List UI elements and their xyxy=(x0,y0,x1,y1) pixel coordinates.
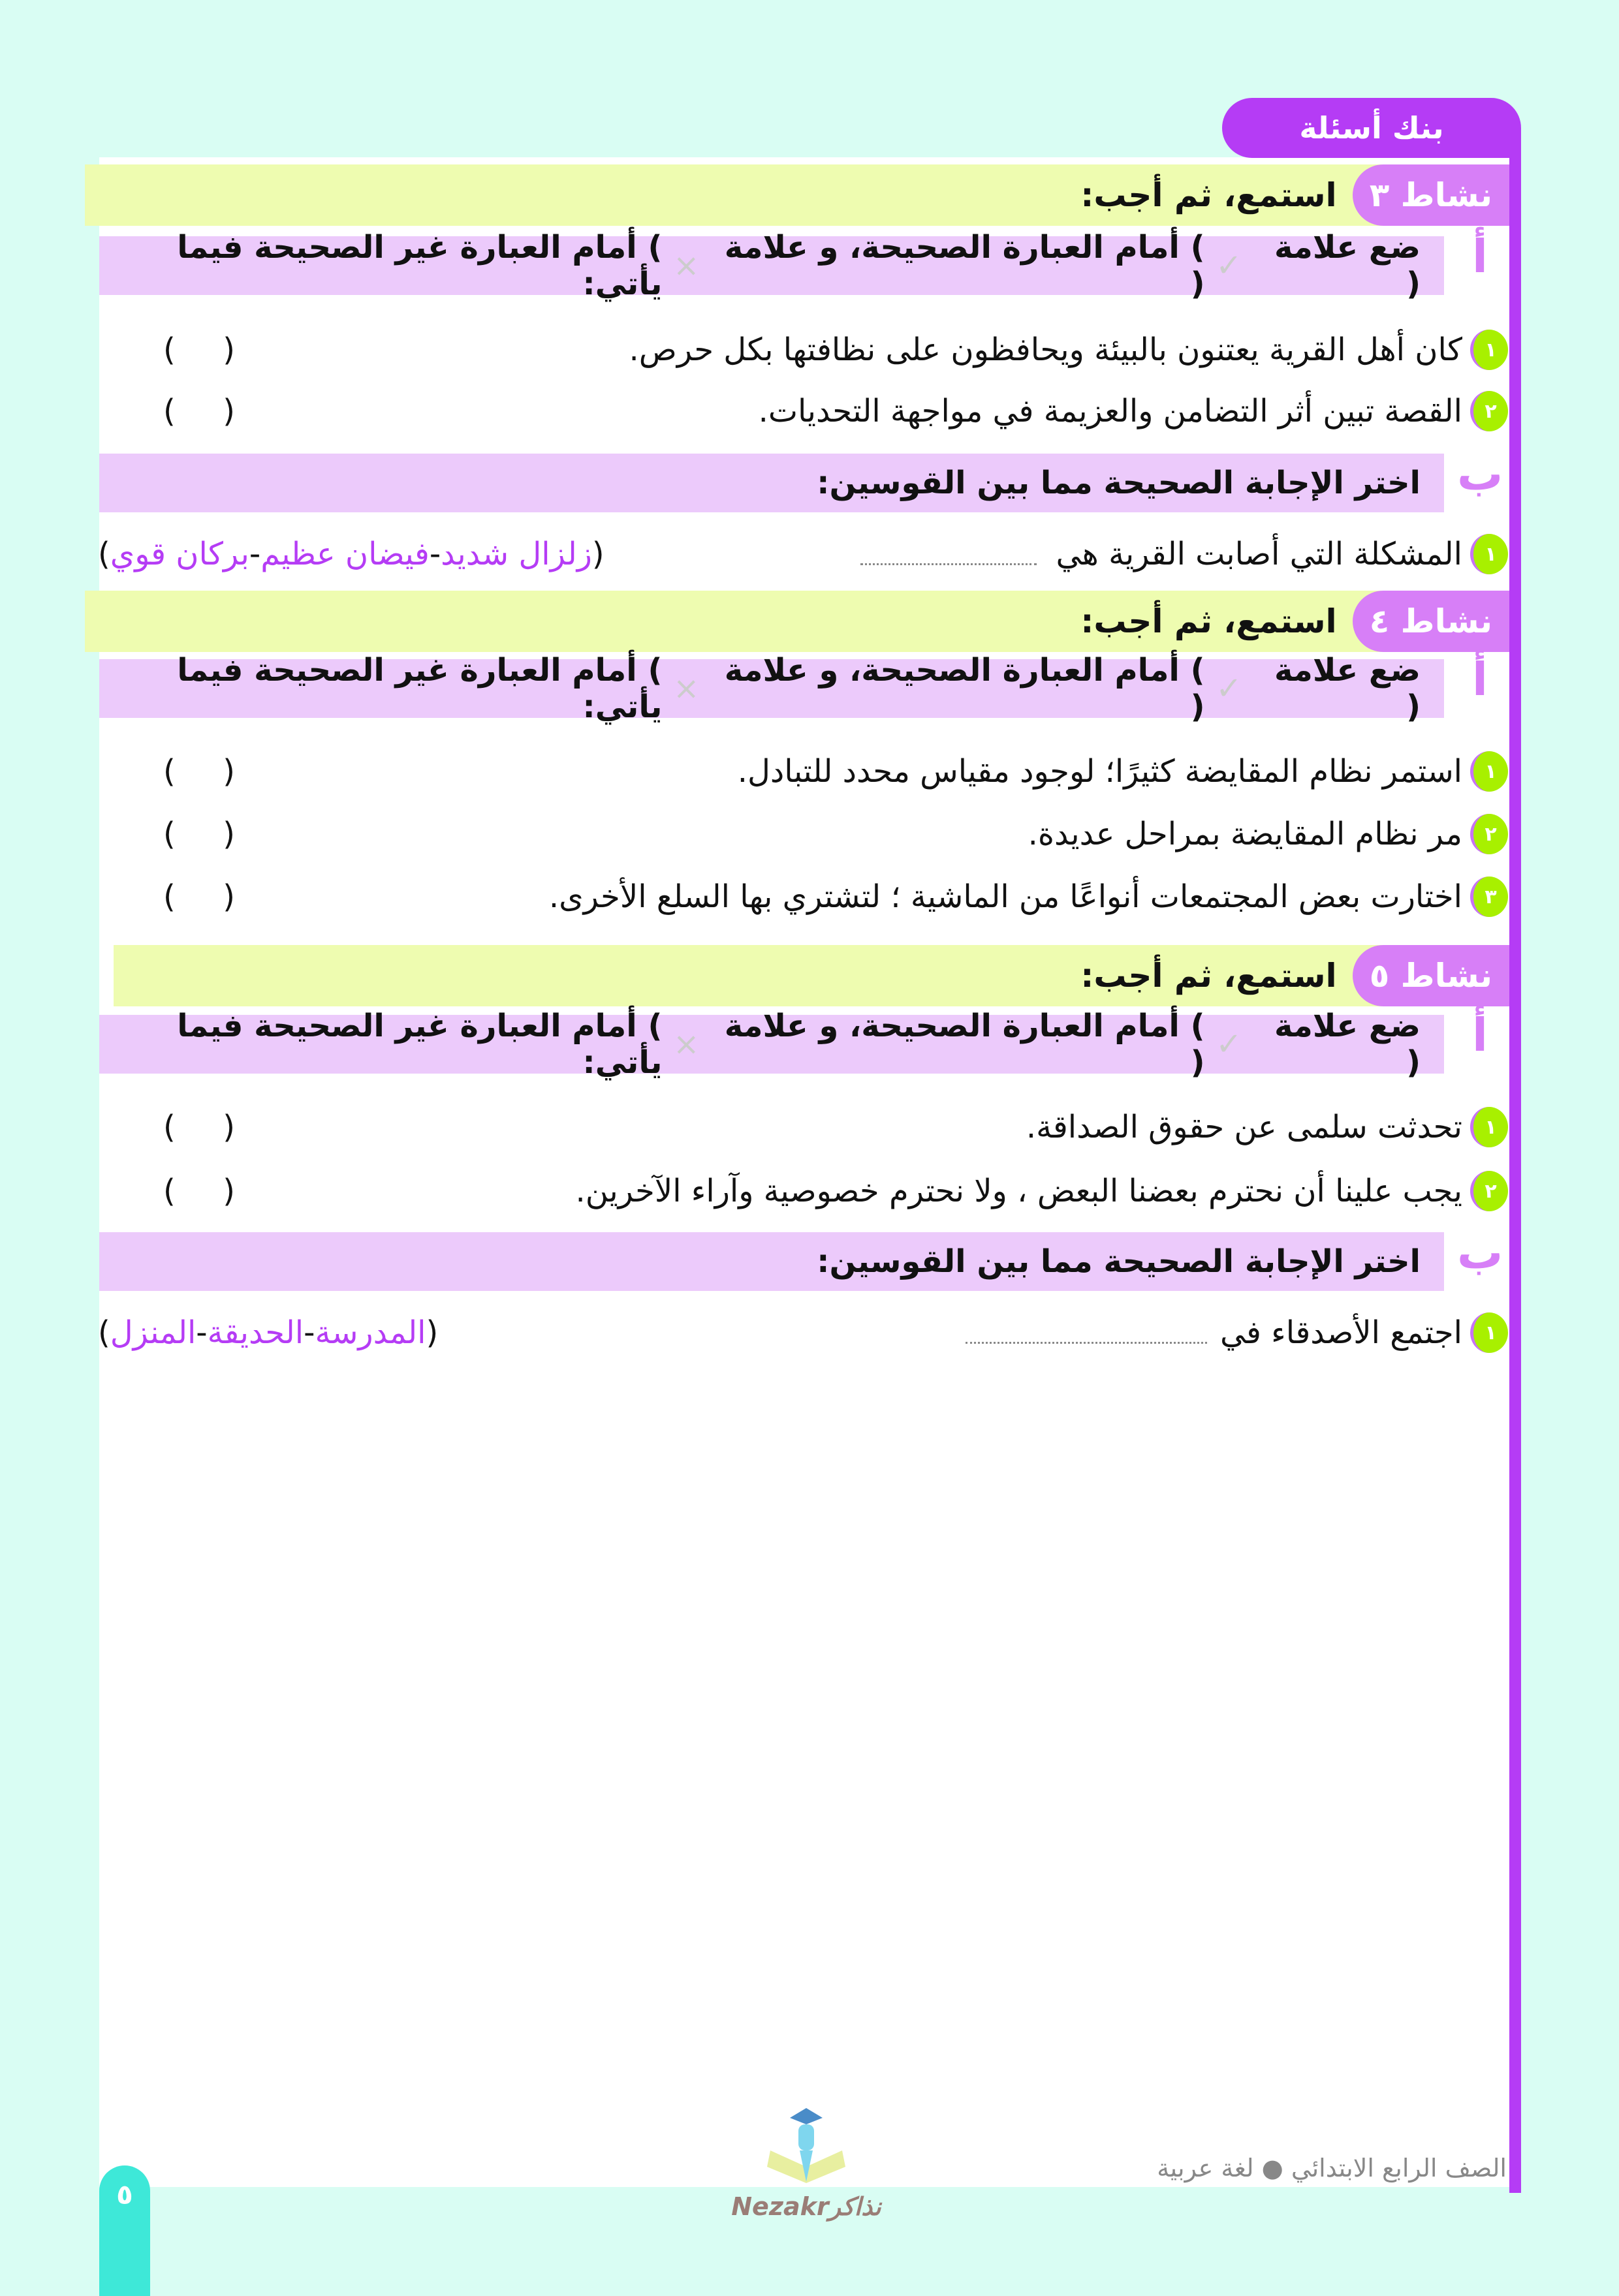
activity-title: استمع، ثم أجب: xyxy=(1080,602,1337,640)
instr-b: ) أمام العبارة الصحيحة، و علامة ( xyxy=(724,229,1205,302)
list-item xyxy=(576,1165,1508,1217)
answer-box[interactable] xyxy=(163,324,235,376)
answer-box[interactable] xyxy=(163,385,235,437)
check-icon: ✓ xyxy=(1216,1026,1242,1063)
paren: ( xyxy=(163,332,176,368)
answer-box[interactable] xyxy=(163,871,235,923)
part-letter: أ xyxy=(1472,230,1488,283)
paren: ) xyxy=(98,1314,110,1351)
item-text: القصة تبين أثر التضامن والعزيمة في مواجهة التحديات. xyxy=(758,393,1462,429)
answer-box[interactable] xyxy=(163,808,235,860)
activity-title: استمع، ثم أجب: xyxy=(1080,176,1337,214)
option[interactable]: الحديقة xyxy=(207,1314,304,1351)
activity-pill: نشاط ٣ xyxy=(1353,164,1509,226)
part-instruction xyxy=(99,1008,1444,1081)
paren: ( xyxy=(163,1109,176,1145)
dash: - xyxy=(304,1314,315,1351)
list-item xyxy=(738,745,1508,798)
part-letter: ب xyxy=(1457,447,1503,501)
right-accent-bar xyxy=(1509,131,1521,2193)
list-item xyxy=(1026,1101,1508,1153)
paren: ) xyxy=(223,332,235,368)
paren: ) xyxy=(223,753,235,790)
item-text: مر نظام المقايضة بمراحل عديدة. xyxy=(1028,816,1462,852)
option[interactable]: بركان قوي xyxy=(110,536,249,572)
item-number: ١ xyxy=(1470,330,1508,370)
item-number: ٣ xyxy=(1470,877,1508,917)
item-number: ١ xyxy=(1470,1107,1508,1147)
option[interactable]: المدرسة xyxy=(315,1314,426,1351)
activity-5-header xyxy=(114,945,1509,1006)
paren: ) xyxy=(223,393,235,429)
options xyxy=(98,1307,438,1359)
part-letter: ب xyxy=(1457,1226,1503,1279)
paren: ) xyxy=(98,536,110,572)
list-item xyxy=(629,324,1508,376)
item-text: اختارت بعض المجتمعات أنواعًا من الماشية ؛ لتشتري بها السلع الأخرى. xyxy=(548,878,1462,915)
item-number: ٢ xyxy=(1470,1171,1508,1211)
option[interactable]: المنزل xyxy=(110,1314,196,1351)
part-letter: أ xyxy=(1472,1008,1488,1062)
part-instruction: اختر الإجابة الصحيحة مما بين القوسين: xyxy=(99,454,1444,512)
page-number: ٥ xyxy=(99,2165,150,2296)
fill-item xyxy=(946,1307,1508,1359)
list-item xyxy=(1028,808,1508,860)
blank-line[interactable] xyxy=(860,544,1037,565)
item-text: اجتمع الأصدقاء في xyxy=(1219,1314,1462,1351)
question-bank-tab: بنك أسئلة xyxy=(1222,98,1521,158)
cross-icon: × xyxy=(673,670,700,707)
part-instruction xyxy=(99,652,1444,725)
paren: ) xyxy=(223,1109,235,1145)
instr-a: ضع علامة ( xyxy=(1274,1008,1421,1081)
activity-4-header xyxy=(85,591,1509,652)
paren: ( xyxy=(591,536,605,572)
logo-text: Nezakrنذاكر xyxy=(731,2192,881,2221)
cross-icon: × xyxy=(673,1026,700,1063)
paren: ( xyxy=(163,1173,176,1209)
item-text: استمر نظام المقايضة كثيرًا؛ لوجود مقياس محدد للتبادل. xyxy=(737,753,1462,790)
item-number: ٢ xyxy=(1470,391,1508,431)
item-text: المشكلة التي أصابت القرية هي xyxy=(1056,536,1462,572)
footer-text: الصف الرابع الابتدائي ● لغة عربية xyxy=(1157,2154,1507,2182)
cross-icon: × xyxy=(673,247,700,284)
instr-a: ضع علامة ( xyxy=(1274,229,1421,302)
item-text: تحدثت سلمى عن حقوق الصداقة. xyxy=(1026,1109,1462,1145)
instr-b: ) أمام العبارة الصحيحة، و علامة ( xyxy=(724,1008,1205,1081)
item-number: ٢ xyxy=(1470,814,1508,854)
dash: - xyxy=(249,536,261,572)
paren: ) xyxy=(223,816,235,852)
activity-3-header xyxy=(85,164,1509,226)
paren: ( xyxy=(163,393,176,429)
paren: ) xyxy=(223,1173,235,1209)
item-number: ١ xyxy=(1470,1312,1508,1353)
check-icon: ✓ xyxy=(1216,247,1242,284)
graduate-book-icon xyxy=(761,2105,852,2190)
blank-line[interactable] xyxy=(966,1322,1207,1344)
option[interactable]: زلزال شديد xyxy=(441,536,592,572)
activity-title: استمع، ثم أجب: xyxy=(1080,957,1337,995)
activity-pill: نشاط ٥ xyxy=(1353,945,1509,1006)
dash: - xyxy=(196,1314,208,1351)
item-text: يجب علينا أن نحترم بعضنا البعض ، ولا نحترم خصوصية وآراء الآخرين. xyxy=(575,1173,1462,1209)
item-number: ١ xyxy=(1470,751,1508,792)
instr-a: ضع علامة ( xyxy=(1274,652,1421,725)
fill-item xyxy=(841,528,1509,580)
paren: ( xyxy=(163,878,176,915)
paren: ( xyxy=(426,1314,439,1351)
paren: ( xyxy=(163,753,176,790)
option[interactable]: فيضان عظيم xyxy=(260,536,430,572)
item-number: ١ xyxy=(1470,534,1508,574)
nezakr-logo xyxy=(721,2105,891,2235)
activity-pill: نشاط ٤ xyxy=(1353,591,1509,652)
instr-c: ) أمام العبارة غير الصحيحة فيما يأتي: xyxy=(177,652,663,725)
answer-box[interactable] xyxy=(163,1101,235,1153)
paren: ( xyxy=(163,816,176,852)
list-item xyxy=(759,385,1508,437)
answer-box[interactable] xyxy=(163,1165,235,1217)
item-text: كان أهل القرية يعتنون بالبيئة ويحافظون على نظافتها بكل حرص. xyxy=(629,332,1462,368)
answer-box[interactable] xyxy=(163,745,235,798)
part-instruction: اختر الإجابة الصحيحة مما بين القوسين: xyxy=(99,1232,1444,1291)
dash: - xyxy=(429,536,441,572)
part-instruction xyxy=(99,229,1444,302)
part-letter: أ xyxy=(1472,653,1488,706)
paren: ) xyxy=(223,878,235,915)
check-icon: ✓ xyxy=(1216,670,1242,707)
instr-b: ) أمام العبارة الصحيحة، و علامة ( xyxy=(724,652,1205,725)
list-item xyxy=(549,871,1508,923)
instr-c: ) أمام العبارة غير الصحيحة فيما يأتي: xyxy=(177,229,663,302)
options xyxy=(98,528,605,580)
instr-c: ) أمام العبارة غير الصحيحة فيما يأتي: xyxy=(177,1008,663,1081)
